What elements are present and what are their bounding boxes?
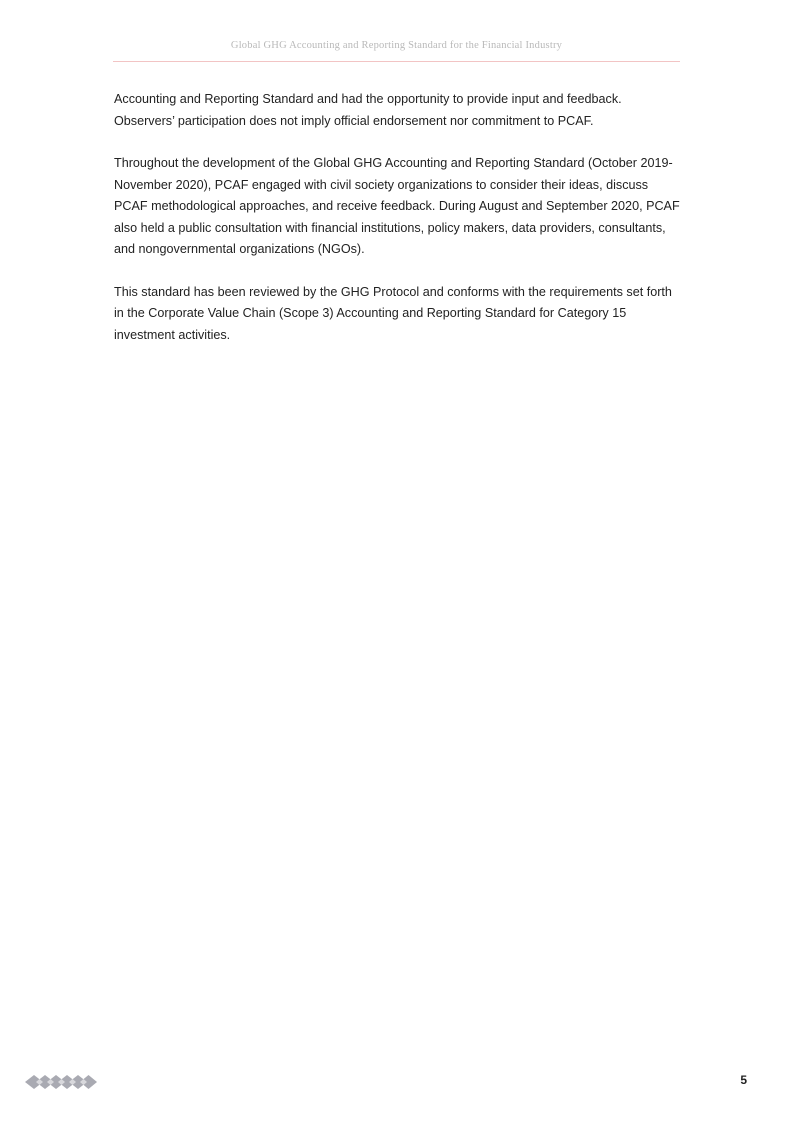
main-text [114, 89, 680, 367]
paragraph-observers: Accounting and Reporting Standard and had the opportunity to provide input and feedback. Observers’ participation does not imply official endorsement nor commitment to PCAF. [114, 92, 622, 128]
paragraph-ghg-protocol-review: This standard has been reviewed by the GHG Protocol and conforms with the requirements set forth in the Corporate Value Chain (Scope 3) Accounting and Reporting Standard for Category 15 investment activities. [114, 284, 672, 342]
running-header: Global GHG Accounting and Reporting Standard for the Financial Industry [230, 40, 563, 51]
pcaf-logo-icon [25, 1073, 97, 1091]
paragraph-development: Throughout the development of the Global GHG Accounting and Reporting Standard (October 2019-November 2020), PCAF engaged with civil society organizations to consider their ideas, discuss PCAF methodological approaches, and receive feedback. During August and September 2020, PCAF also held a public consultation with financial institutions, policy makers, data providers, consultants, and nongovernmental organizations (NGOs). [114, 156, 680, 256]
page-number: 5 [740, 1073, 747, 1087]
header-divider [113, 61, 680, 62]
